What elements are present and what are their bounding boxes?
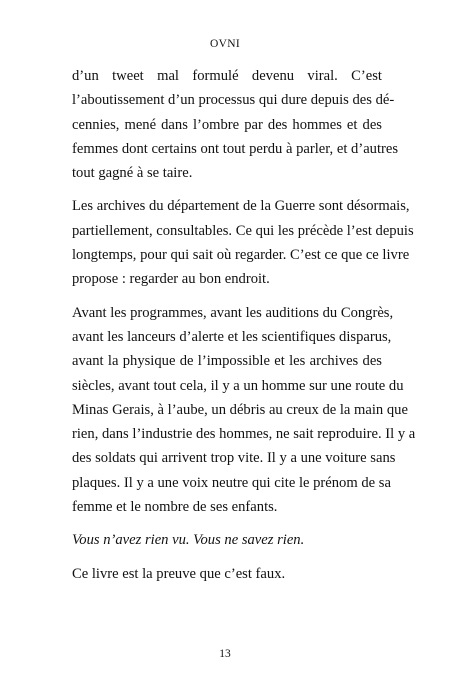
text-line: cennies, mené dans l’ombre par des hommes et des: [72, 116, 382, 133]
text-line: des soldats qui arrivent trop vite. Il y a une voiture sans: [72, 450, 396, 467]
text-line: femme et le nombre de ses enfants.: [72, 499, 278, 516]
paragraph-2: [72, 194, 414, 291]
text-line: Les archives du département de la Guerre sont désormais,: [72, 198, 410, 215]
text-line: d’un tweet mal formulé devenu viral. C’est: [72, 68, 382, 84]
text-line: Ce livre est la preuve que c’est faux.: [72, 565, 286, 582]
text-line: l’aboutissement d’un processus qui dure depuis des dé-: [72, 92, 395, 109]
text-line: longtemps, pour qui sait où regarder. C’est ce que ce livre: [72, 247, 410, 264]
running-header-title: OVNI: [210, 38, 240, 50]
text-line: avant les lanceurs d’alerte et les scientifiques disparus,: [72, 328, 392, 345]
paragraph-3: [72, 301, 416, 520]
paragraph-1: [72, 64, 399, 185]
paragraph-5: [72, 562, 382, 586]
text-line: propose : regarder au bon endroit.: [72, 271, 270, 288]
text-line: Vous n’avez rien vu. Vous ne savez rien.: [72, 532, 305, 549]
text-line: partiellement, consultables. Ce qui les précède l’est depuis: [72, 222, 414, 239]
text-line: femmes dont certains ont tout perdu à parler, et d’autres: [72, 140, 399, 157]
body-text: [72, 64, 416, 595]
text-line: tout gagné à se taire.: [72, 165, 193, 182]
text-line: Avant les programmes, avant les auditions du Congrès,: [72, 304, 394, 321]
paragraph-4-italic: [72, 528, 382, 552]
text-line: plaques. Il y a une voix neutre qui cite le prénom de sa: [72, 474, 391, 491]
text-line: avant la physique de l’impossible et les archives des: [72, 353, 382, 370]
page-number: 13: [219, 648, 231, 660]
text-line: Minas Gerais, à l’aube, un débris au creux de la main que: [72, 401, 408, 418]
text-line: siècles, avant tout cela, il y a un homme sur une route du: [72, 377, 404, 394]
text-line: rien, dans l’industrie des hommes, ne sait reproduire. Il y a: [72, 426, 416, 443]
